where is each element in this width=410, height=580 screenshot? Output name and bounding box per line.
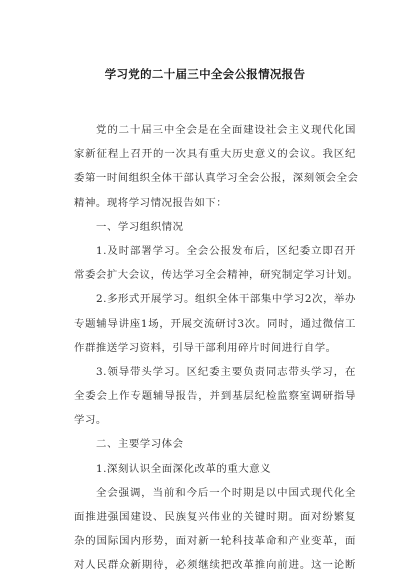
paragraph-line: 作群推送学习资料，引导干部利用碎片时间进行自学。 — [74, 341, 337, 354]
section-heading: 二、主要学习体会 — [96, 438, 184, 451]
paragraph-line: 常委会扩大会议，传达学习全会精神，研究制定学习计划。 — [74, 269, 359, 282]
paragraph-line: 学习。 — [74, 414, 107, 427]
document-title: 学习党的二十届三中全会公报情况报告 — [104, 67, 306, 81]
paragraph-line: 专题辅导讲座1场，开展交流研讨3次。同时，通过微信工 — [74, 317, 356, 330]
paragraph-line: 委第一时间组织全体干部认真学习全会公报，深刻领会全会 — [74, 172, 359, 185]
paragraph-line: 3.领导带头学习。区纪委主要负责同志带头学习，在 — [96, 365, 356, 378]
paragraph-line: 面推进强国建设、民族复兴伟业的关键时期。面对纷繁复 — [74, 511, 356, 523]
paragraph-line: 1.及时部署学习。全会公报发布后，区纪委立即召开 — [96, 244, 356, 257]
paragraph-line: 2.多形式开展学习。组织全体干部集中学习2次，举办 — [96, 293, 356, 306]
paragraph-line: 精神。现将学习情况报告如下： — [74, 196, 228, 209]
paragraph-line: 全会强调，当前和今后一个时期是以中国式现代化全 — [96, 486, 356, 499]
section-heading: 1.深刻认识全面深化改革的重大意义 — [96, 462, 272, 475]
document-body — [74, 118, 359, 578]
paragraph-line: 党的二十届三中全会是在全面建设社会主义现代化国 — [96, 124, 356, 136]
section-heading: 一、学习组织情况 — [96, 220, 184, 233]
paragraph-line: 家新征程上召开的一次具有重大历史意义的会议。我区纪 — [74, 148, 356, 161]
paragraph-line: 杂的国际国内形势，面对新一轮科技革命和产业变革，面 — [74, 535, 356, 548]
paragraph-line: 全委会上作专题辅导报告，并到基层纪检监察室调研指导 — [74, 390, 356, 403]
paragraph-line: 对人民群众新期待，必须继续把改革推向前进。这一论断 — [74, 559, 356, 572]
